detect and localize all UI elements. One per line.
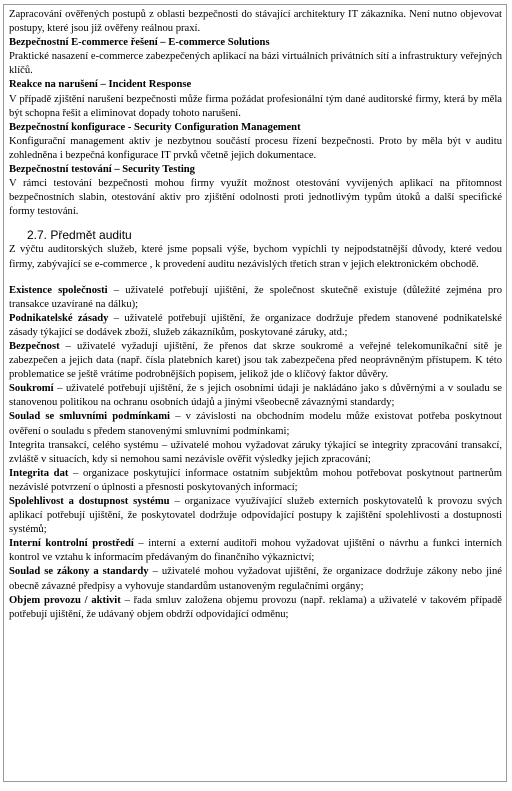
list-item-label: Bezpečnost [9, 340, 60, 352]
list-item-text: – v závislosti na obchodním modelu může existovat potřeba poskytnout ověření o souladu s předem stanovenými smluvními podmínkami; [9, 411, 502, 437]
list-item-text: – organizace využívající služeb externích poskytovatelů k provozu svých aplikací potřebují ujištění, že poskytovatel dodržuje odpovídající postupy k zajištění spolehlivosti a dostupnosti systémů; [9, 496, 502, 536]
list-item-label: Soulad se smluvními podmínkami [9, 411, 170, 423]
list-item [9, 439, 502, 467]
list-item-label: Spolehlivost a dostupnost systému [9, 496, 170, 507]
list-item [9, 284, 502, 312]
paragraph-security-configuration: Konfigurační management aktiv je nezbytnou součástí procesu řízení bezpečnosti. Proto by měla být v auditu zohledněna i bezpečná konfigurace IT prvků včetně jejich dokumentace. [9, 135, 502, 161]
list-item-text: – organizace poskytující informace ostatním subjektům mohou potřebovat poskytnout partnerům nezávislé potvrzení o úplnosti a přesnosti poskytovaných informací; [9, 467, 502, 493]
list-item-text: – uživatelé potřebují ujištění, že společnost skutečně existuje (důležité zejména pro transakce uzavírané na dálku); [9, 284, 502, 310]
list-item-label: Soukromí [9, 383, 54, 395]
list-item-label: Podnikatelské zásady [9, 312, 109, 324]
list-item [9, 382, 502, 410]
list-item [9, 410, 502, 438]
section-title: 2.7. Předmět auditu [27, 228, 132, 243]
heading-ecommerce-solutions: Bezpečnostní E-commerce řešení – E-commerce Solutions [9, 37, 270, 49]
paragraph-gap [9, 272, 502, 284]
paragraph-security-testing: V rámci testování bezpečnosti mohou firmy využít možnost otestování vyvíjených aplikací na přítomnost bezpečnostních slabin, otestování aktiv pro zjištění odolnosti proti jednotlivým typům útoků a další specifické formy testování. [9, 178, 502, 218]
list-item [9, 594, 502, 622]
section-intro-paragraph: Z výčtu auditorských služeb, které jsme popsali výše, bychom vypíchli ty nejpodstatnější důvody, které vedou firmy, zabývající se e-commerce , k provedení auditu nezávislých třetích stran v jejich elektronickém obchodě. [9, 244, 502, 270]
intro-paragraph: Zapracování ověřených postupů z oblasti bezpečnosti do stávající architektury IT zákazníka. Není nutno objevovat postupy, které jsou již ověřeny reálnou praxí. [9, 9, 502, 35]
list-item-text: Integrita transakcí, celého systému – uživatelé mohou vyžadovat záruky týkající se integrity zpracování transakcí, zvláště v situacích, kdy si nemohou sami nezávisle ověřit výsledky jejich zpracování; [9, 439, 502, 465]
list-item-label: Interní kontrolní prostředí [9, 538, 134, 550]
list-item-text: – řada smluv založena objemu provozu (např. reklama) a uživatelé v takovém případě potřebují ujištění, že udávaný objem obdrží odpovídající odměnu; [9, 594, 503, 620]
list-item-label: Objem provozu / aktivit [9, 594, 121, 606]
heading-incident-response: Reakce na narušení – Incident Response [9, 79, 192, 91]
list-item-label: Existence společnosti [9, 284, 108, 296]
paragraph-ecommerce-solutions: Praktické nasazení e-commerce zabezpečených aplikací na bázi virtuálních privátních sítí a infrastruktury veřejných klíčů. [9, 51, 502, 77]
list-item [9, 312, 502, 340]
list-item [9, 467, 502, 495]
list-item [9, 537, 502, 565]
list-item-label: Integrita dat [9, 467, 69, 479]
list-item-text: – interní a externí auditoři mohou vyžadovat ujištění o návrhu a funkci interních kontrol ve vztahu k informacím předávaným do finančního výkaznictví; [9, 538, 502, 564]
list-item [9, 565, 502, 593]
list-item-text: – uživatelé potřebují ujištění, že s jejich osobními údaji je nakládáno jako s důvěrnými a v souladu se stanovenou politikou na ochranu osobních údajů a jinými všeobecně závaznými standardy; [9, 383, 502, 409]
heading-security-configuration: Bezpečnostní konfigurace - Security Configuration Management [9, 121, 301, 133]
list-item-text: – uživatelé mohou vyžadovat ujištění, že organizace dodržuje zákony nebo jiné obecně závazné předpisy a vyhovuje standardům ustanoveným regulačními orgány; [9, 566, 502, 592]
list-item-text: – uživatelé potřebují ujištění, že organizace dodržuje předem stanovené podnikatelské zásady týkající se dodávek zboží, služeb zákazníkům, poskytované záruky, atd.; [9, 312, 502, 338]
list-item-text: – uživatelé vyžadují ujištění, že přenos dat skrze soukromé a veřejné telekomunikační sítě je zabezpečen a jejich data (např. čísla platebních karet) jsou tak zabezpečena před neoprávněným přístupem. K této problematice se ještě vrátíme podrobnějších popisem, jelikož jde o klíčový faktor důvěry. [9, 340, 502, 381]
paragraph-incident-response: V případě zjištění narušení bezpečnosti může firma požádat profesionální tým dané auditorské firmy, která by měla být schopna řešit a eliminovat dopady tohoto narušení. [9, 93, 502, 119]
document-page [3, 4, 507, 782]
list-item [9, 340, 502, 382]
heading-security-testing: Bezpečnostní testování – Security Testing [9, 164, 195, 176]
list-item-label: Soulad se zákony a standardy [9, 566, 149, 578]
list-item [9, 495, 502, 537]
